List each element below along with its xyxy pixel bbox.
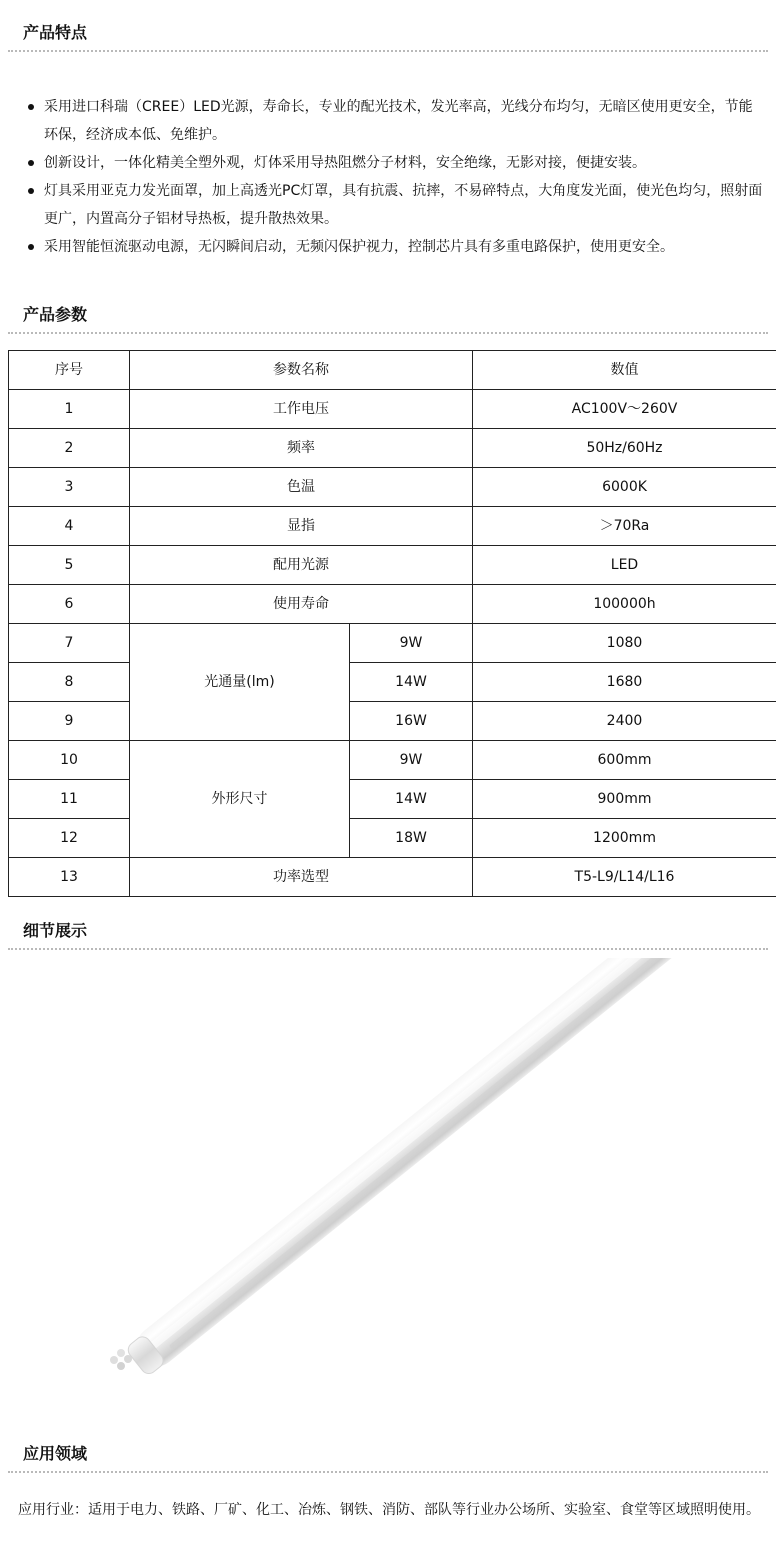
parameter-subitem: 9W	[350, 741, 473, 780]
parameter-value: 900mm	[473, 780, 776, 819]
section-header-application	[8, 1441, 768, 1473]
connector-pin	[124, 1355, 132, 1363]
connector-pin	[117, 1362, 125, 1370]
row-number: 13	[9, 858, 130, 897]
table-row	[9, 663, 776, 702]
row-number: 4	[9, 507, 130, 546]
parameter-value: 1080	[473, 624, 776, 663]
led-tube-photo	[8, 958, 776, 1438]
parameter-value: 600mm	[473, 741, 776, 780]
section-header-params	[8, 302, 768, 334]
row-number: 10	[9, 741, 130, 780]
parameter-name: 功率选型	[130, 858, 473, 897]
row-number: 3	[9, 468, 130, 507]
table-row	[9, 507, 776, 546]
parameter-name: 使用寿命	[130, 585, 473, 624]
row-number: 12	[9, 819, 130, 858]
header-serial-number: 序号	[9, 351, 130, 390]
row-number: 11	[9, 780, 130, 819]
parameter-subitem: 18W	[350, 819, 473, 858]
connector-pin	[117, 1349, 125, 1357]
bullet-dot-icon	[28, 104, 34, 110]
section-title-features: 产品特点	[23, 23, 88, 42]
parameter-subitem: 14W	[350, 780, 473, 819]
led-tube-group	[124, 958, 715, 1378]
table-row	[9, 819, 776, 858]
row-number: 6	[9, 585, 130, 624]
parameter-group-luminous-flux: 光通量(lm)	[130, 624, 350, 741]
bullet-dot-icon	[28, 244, 34, 250]
parameter-value: 1680	[473, 663, 776, 702]
row-number: 8	[9, 663, 130, 702]
feature-item	[26, 149, 766, 177]
parameter-value: 50Hz/60Hz	[473, 429, 776, 468]
row-number: 9	[9, 702, 130, 741]
bullet-dot-icon	[28, 188, 34, 194]
table-row	[9, 702, 776, 741]
table-row	[9, 390, 776, 429]
table-row	[9, 468, 776, 507]
parameter-value: 100000h	[473, 585, 776, 624]
row-number: 5	[9, 546, 130, 585]
parameter-group-dimensions: 外形尺寸	[130, 741, 350, 858]
feature-text: 灯具采用亚克力发光面罩，加上高透光PC灯罩，具有抗震、抗摔，不易碎特点，大角度发光面，使光色均匀，照射面更广，内置高分子铝材导热板，提升散热效果。	[44, 183, 763, 227]
feature-text: 创新设计，一体化精美全塑外观，灯体采用导热阻燃分子材料，安全绝缘，无影对接，便捷安装。	[44, 155, 646, 171]
parameter-subitem: 14W	[350, 663, 473, 702]
parameter-name: 色温	[130, 468, 473, 507]
table-row	[9, 624, 776, 663]
parameter-value: LED	[473, 546, 776, 585]
table-header-row	[9, 351, 776, 390]
parameter-subitem: 16W	[350, 702, 473, 741]
table-row	[9, 429, 776, 468]
row-number: 1	[9, 390, 130, 429]
parameter-name: 工作电压	[130, 390, 473, 429]
parameter-value: ＞70Ra	[473, 507, 776, 546]
section-title-params: 产品参数	[23, 305, 88, 324]
section-header-details	[8, 918, 768, 950]
table-row	[9, 546, 776, 585]
header-value: 数值	[473, 351, 776, 390]
parameter-name: 显指	[130, 507, 473, 546]
table-row	[9, 741, 776, 780]
feature-item	[26, 93, 766, 149]
row-number: 2	[9, 429, 130, 468]
application-description: 应用行业：适用于电力、铁路、厂矿、化工、冶炼、钢铁、消防、部队等行业办公场所、实验室、食堂等区域照明使用。	[18, 1502, 760, 1518]
feature-item	[26, 177, 766, 233]
table-row	[9, 585, 776, 624]
connector-pin	[110, 1356, 118, 1364]
section-title-application: 应用领域	[23, 1444, 88, 1463]
section-header-features	[8, 20, 768, 52]
parameter-value: T5-L9/L14/L16	[473, 858, 776, 897]
parameter-name: 频率	[130, 429, 473, 468]
table-row	[9, 858, 776, 897]
row-number: 7	[9, 624, 130, 663]
parameter-value: 2400	[473, 702, 776, 741]
parameter-value: 6000K	[473, 468, 776, 507]
bullet-dot-icon	[28, 160, 34, 166]
table-row	[9, 780, 776, 819]
header-parameter-name: 参数名称	[130, 351, 473, 390]
feature-text: 采用进口科瑞（CREE）LED光源，寿命长，专业的配光技术，发光率高，光线分布均匀，无暗区使用更安全，节能环保，经济成本低、免维护。	[44, 99, 753, 143]
feature-item	[26, 233, 766, 261]
parameter-name: 配用光源	[130, 546, 473, 585]
parameter-subitem: 9W	[350, 624, 473, 663]
feature-text: 采用智能恒流驱动电源，无闪瞬间启动，无频闪保护视力，控制芯片具有多重电路保护，使用更安全。	[44, 239, 674, 255]
parameter-value: AC100V～260V	[473, 390, 776, 429]
feature-list	[26, 93, 766, 261]
product-parameter-table	[8, 350, 776, 897]
parameter-value: 1200mm	[473, 819, 776, 858]
section-title-details: 细节展示	[23, 921, 88, 940]
